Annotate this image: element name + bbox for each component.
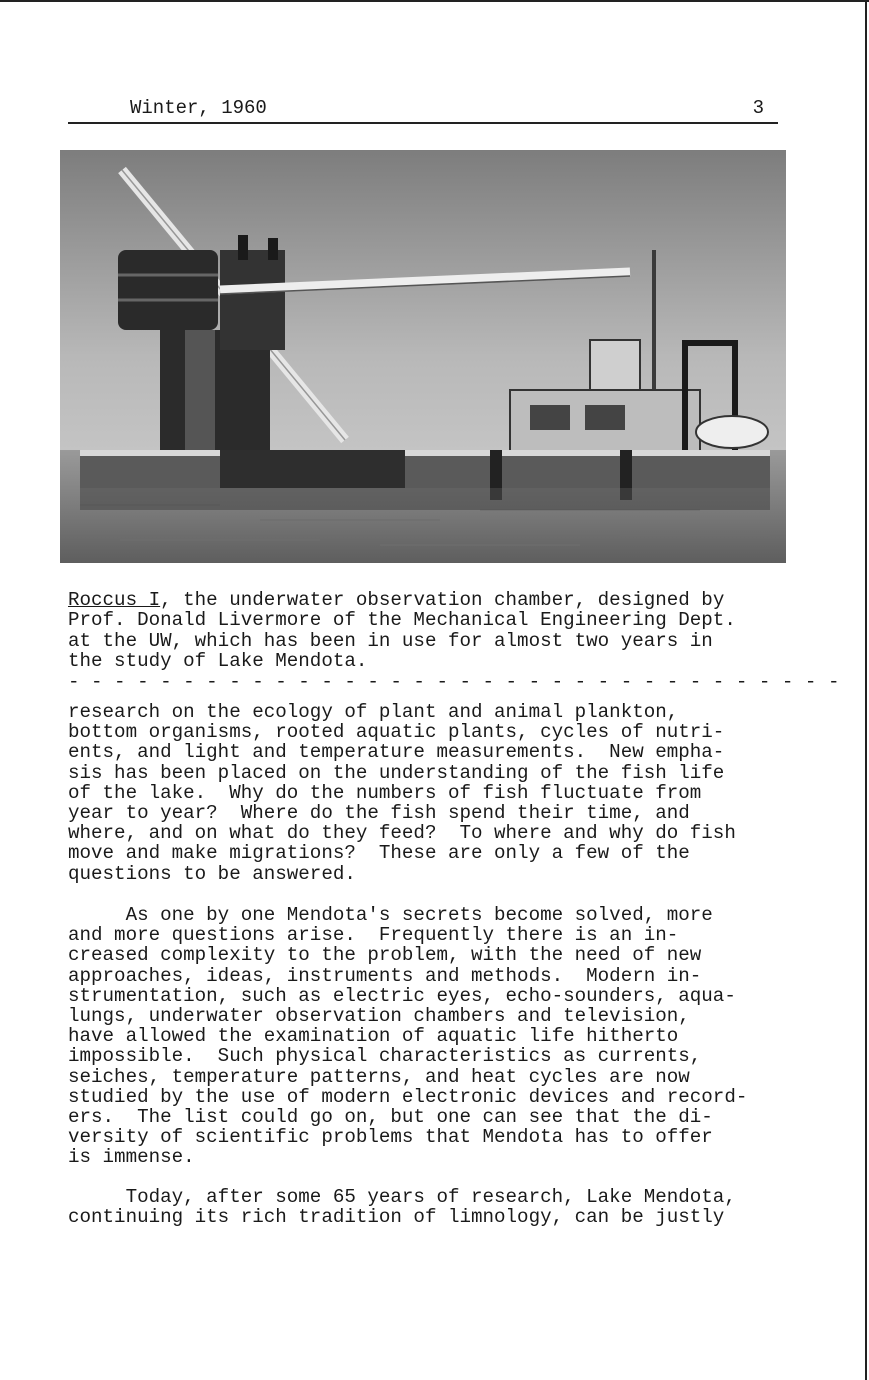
caption-line-2: Prof. Donald Livermore of the Mechanical Engineering Dept.	[68, 609, 736, 632]
dashed-separator: - - - - - - - - - - - - - - - - - - - - - - - - - - - - - - - - - -	[68, 671, 840, 693]
vessel-name: Roccus I	[68, 589, 161, 611]
caption-line-1-rest: , the underwater observation chamber, designed by	[160, 589, 725, 611]
page-right-edge	[865, 0, 867, 1380]
body-paragraph-2: As one by one Mendota's secrets become solved, more and more questions arise. Frequently there is an in- creased complexity to the problem, with the need of new approaches, ideas, instruments and methods. Modern in- strumentation, such as electric eyes, echo-sounders, aqua- lungs, underwater observation chambers and television, have allowed the examination of aquatic life hitherto impossible. Such physical characteristics as currents, seiches, temperature patterns, and heat cycles are now studied by the use of modern electronic devices and record- ers. The list could go on, but one can see that the di- versity of scientific problems that Mendota has to offer is immense.	[68, 904, 748, 1169]
page-number: 3	[752, 97, 764, 119]
body-paragraph-3: Today, after some 65 years of research, Lake Mendota, continuing its rich tradition of limnology, can be justly	[68, 1186, 736, 1229]
body-paragraph-1: research on the ecology of plant and animal plankton, bottom organisms, rooted aquatic plants, cycles of nutri- ents, and light and temperature measurements. New empha- sis has been placed on the understanding of the fish life of the lake. Why do the numbers of fish fluctuate from year to year? Where do the fish spend their time, and where, and on what do they feed? To where and why do fish move and make migrations? These are only a few of the questions to be answered.	[68, 701, 736, 885]
caption-line-3: at the UW, which has been in use for almost two years in	[68, 629, 713, 652]
roccus-photo	[60, 150, 786, 563]
issue-date: Winter, 1960	[130, 97, 267, 119]
photo-caption	[68, 590, 828, 671]
page-top-edge	[0, 0, 869, 2]
caption-line-4: the study of Lake Mendota.	[68, 649, 368, 672]
page-header	[68, 96, 778, 124]
